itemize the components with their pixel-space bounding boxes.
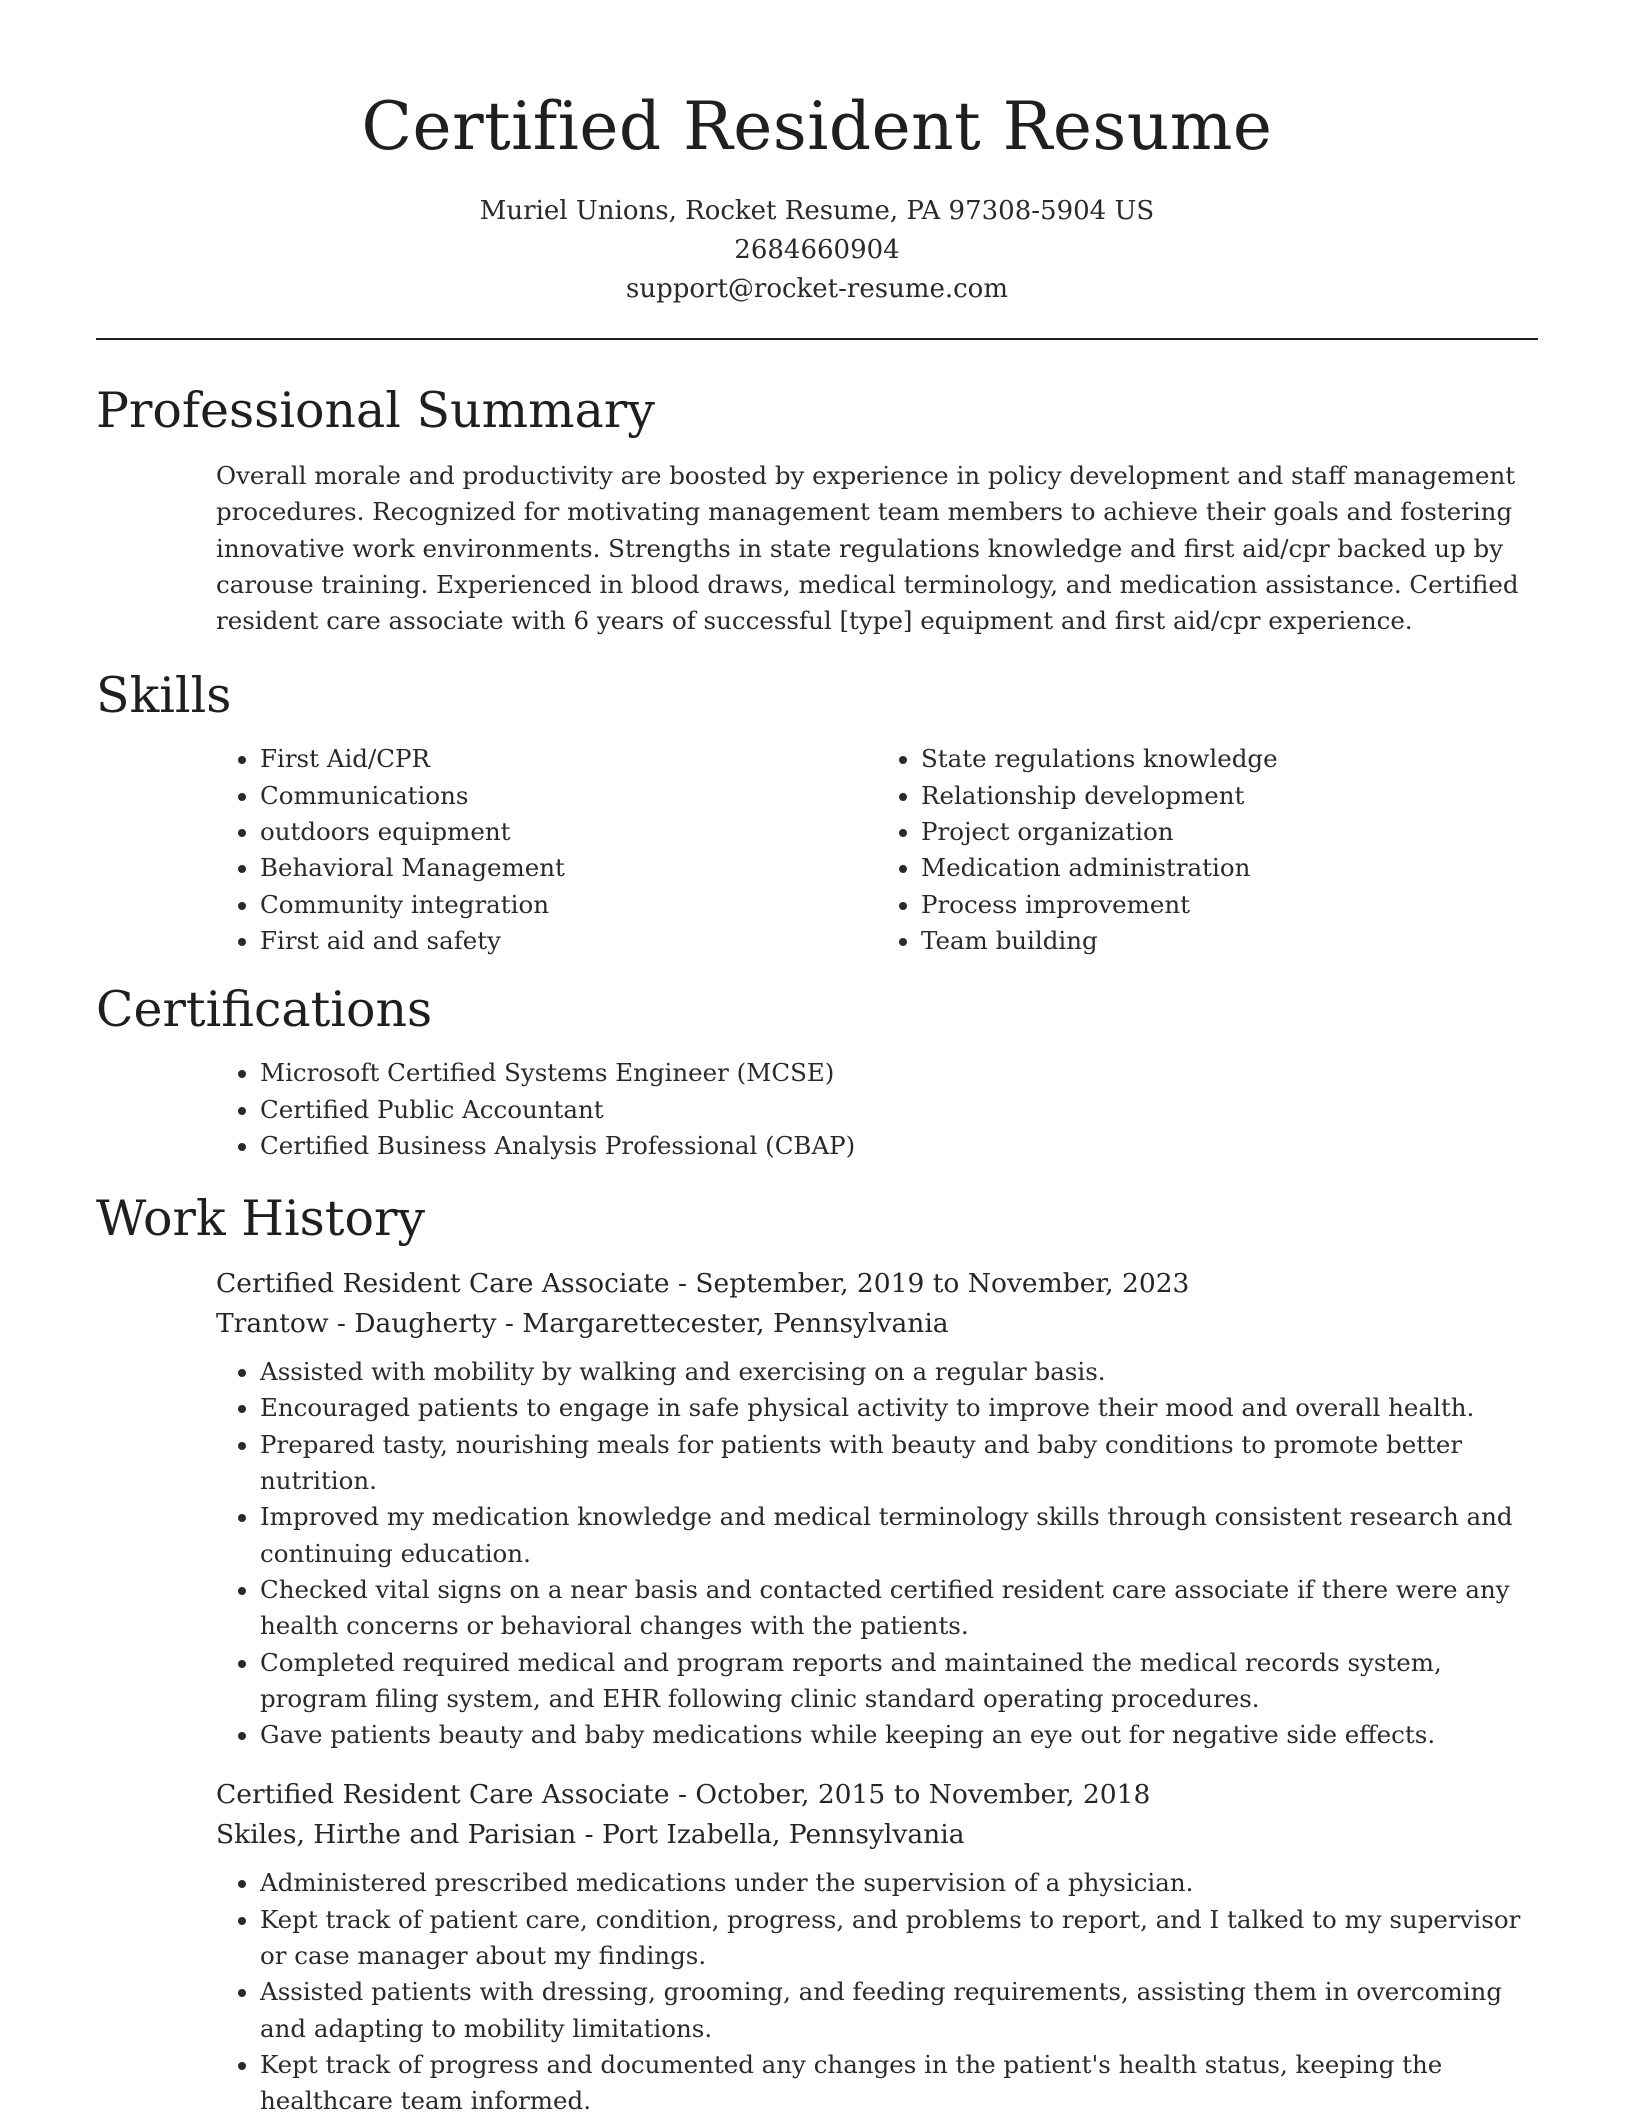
resume-page	[96, 0, 1538, 2120]
skill-item: • Project organization	[921, 814, 1538, 850]
job-bullet: • Administered prescribed medications under the supervision of a physician.	[260, 1865, 1538, 1901]
skills-list-left	[216, 741, 877, 959]
contact-block	[96, 192, 1538, 309]
certification-item: • Certified Business Analysis Professional (CBAP)	[260, 1128, 1582, 1164]
work-history-heading: Work History	[96, 1190, 426, 1248]
skill-item: • outdoors equipment	[260, 814, 877, 850]
certifications-heading: Certifications	[96, 981, 433, 1039]
job-bullet: • Gave patients beauty and baby medications while keeping an eye out for negative side effects.	[260, 1717, 1538, 1753]
certifications-list	[216, 1055, 1582, 1164]
job-bullet: • Encouraged patients to engage in safe physical activity to improve their mood and overall health.	[260, 1390, 1538, 1426]
skill-item: • State regulations knowledge	[921, 741, 1538, 777]
job-company: Trantow - Daugherty	[216, 1308, 497, 1340]
summary-heading: Professional Summary	[96, 382, 655, 439]
job-title: Certified Resident Care Associate	[216, 1268, 670, 1300]
skill-item: • Team building	[921, 923, 1538, 959]
contact-address: Muriel Unions, Rocket Resume, PA 97308-5904 US	[479, 196, 1155, 226]
job-bullet: • Prepared tasty, nourishing meals for patients with beauty and baby conditions to promote better nutrition.	[260, 1427, 1538, 1500]
job-dates: September, 2019 to November, 2023	[695, 1268, 1190, 1300]
job-bullet: • Checked vital signs on a near basis and contacted certified resident care associate if there were any health concerns or behavioral changes with the patients.	[260, 1572, 1538, 1645]
skill-item: • First aid and safety	[260, 923, 877, 959]
job-bullet: • Assisted with mobility by walking and exercising on a regular basis.	[260, 1354, 1538, 1390]
summary-text: Overall morale and productivity are boosted by experience in policy development and staff management procedures. Recognized for motivating management team members to achieve their goals and fostering innovative work environments. Strengths in state regulations knowledge and first aid/cpr backed up by carouse training. Experienced in blood draws, medical terminology, and medication assistance. Certified resident care associate with 6 years of successful [type] equipment and first aid/cpr experience.	[216, 461, 1519, 636]
skill-item: • Behavioral Management	[260, 850, 877, 886]
job-title-line: Certified Resident Care Associate - October, 2015 to November, 2018	[216, 1779, 1151, 1811]
job-location: Margarettecester, Pennsylvania	[522, 1308, 949, 1340]
job-bullet: • Improved my medication knowledge and medical terminology skills through consistent research and continuing education.	[260, 1499, 1538, 1572]
job-bullet: • Completed required medical and program reports and maintained the medical records system, program filing system, and EHR following clinic standard operating procedures.	[260, 1645, 1538, 1718]
job-bullets	[216, 1865, 1538, 2119]
job-company: Skiles, Hirthe and Parisian	[216, 1819, 577, 1851]
job-bullet: • Kept track of patient care, condition, progress, and problems to report, and I talked to my supervisor or case manager about my findings.	[260, 1902, 1538, 1975]
skill-item: • Community integration	[260, 887, 877, 923]
job-dates: October, 2015 to November, 2018	[695, 1779, 1151, 1811]
job-title: Certified Resident Care Associate	[216, 1779, 670, 1811]
certification-item: • Certified Public Accountant	[260, 1092, 1582, 1128]
certification-item: • Microsoft Certified Systems Engineer (MCSE)	[260, 1055, 1582, 1091]
skills-heading: Skills	[96, 667, 232, 725]
job-company-line: Skiles, Hirthe and Parisian - Port Izabella, Pennsylvania	[216, 1819, 965, 1851]
job-location: Port Izabella, Pennsylvania	[601, 1819, 965, 1851]
job-entry	[216, 1775, 1538, 2119]
skill-item: • Relationship development	[921, 778, 1538, 814]
header-divider	[96, 338, 1538, 340]
contact-email: support@rocket-resume.com	[625, 274, 1008, 304]
job-entry	[216, 1264, 1538, 1753]
job-company-line: Trantow - Daugherty - Margarettecester, Pennsylvania	[216, 1308, 949, 1340]
skills-columns	[216, 741, 1538, 959]
skills-list-right	[877, 741, 1538, 959]
skill-item: • Process improvement	[921, 887, 1538, 923]
skill-item: • First Aid/CPR	[260, 741, 877, 777]
skill-item: • Medication administration	[921, 850, 1538, 886]
contact-phone: 2684660904	[734, 235, 900, 265]
job-bullet: • Kept track of progress and documented any changes in the patient's health status, keeping the healthcare team informed.	[260, 2047, 1538, 2120]
job-bullet: • Assisted patients with dressing, grooming, and feeding requirements, assisting them in overcoming and adapting to mobility limitations.	[260, 1974, 1538, 2047]
job-title-line: Certified Resident Care Associate - September, 2019 to November, 2023	[216, 1268, 1190, 1300]
resume-title: Certified Resident Resume	[361, 88, 1273, 165]
skill-item: • Communications	[260, 778, 877, 814]
job-bullets	[216, 1354, 1538, 1753]
